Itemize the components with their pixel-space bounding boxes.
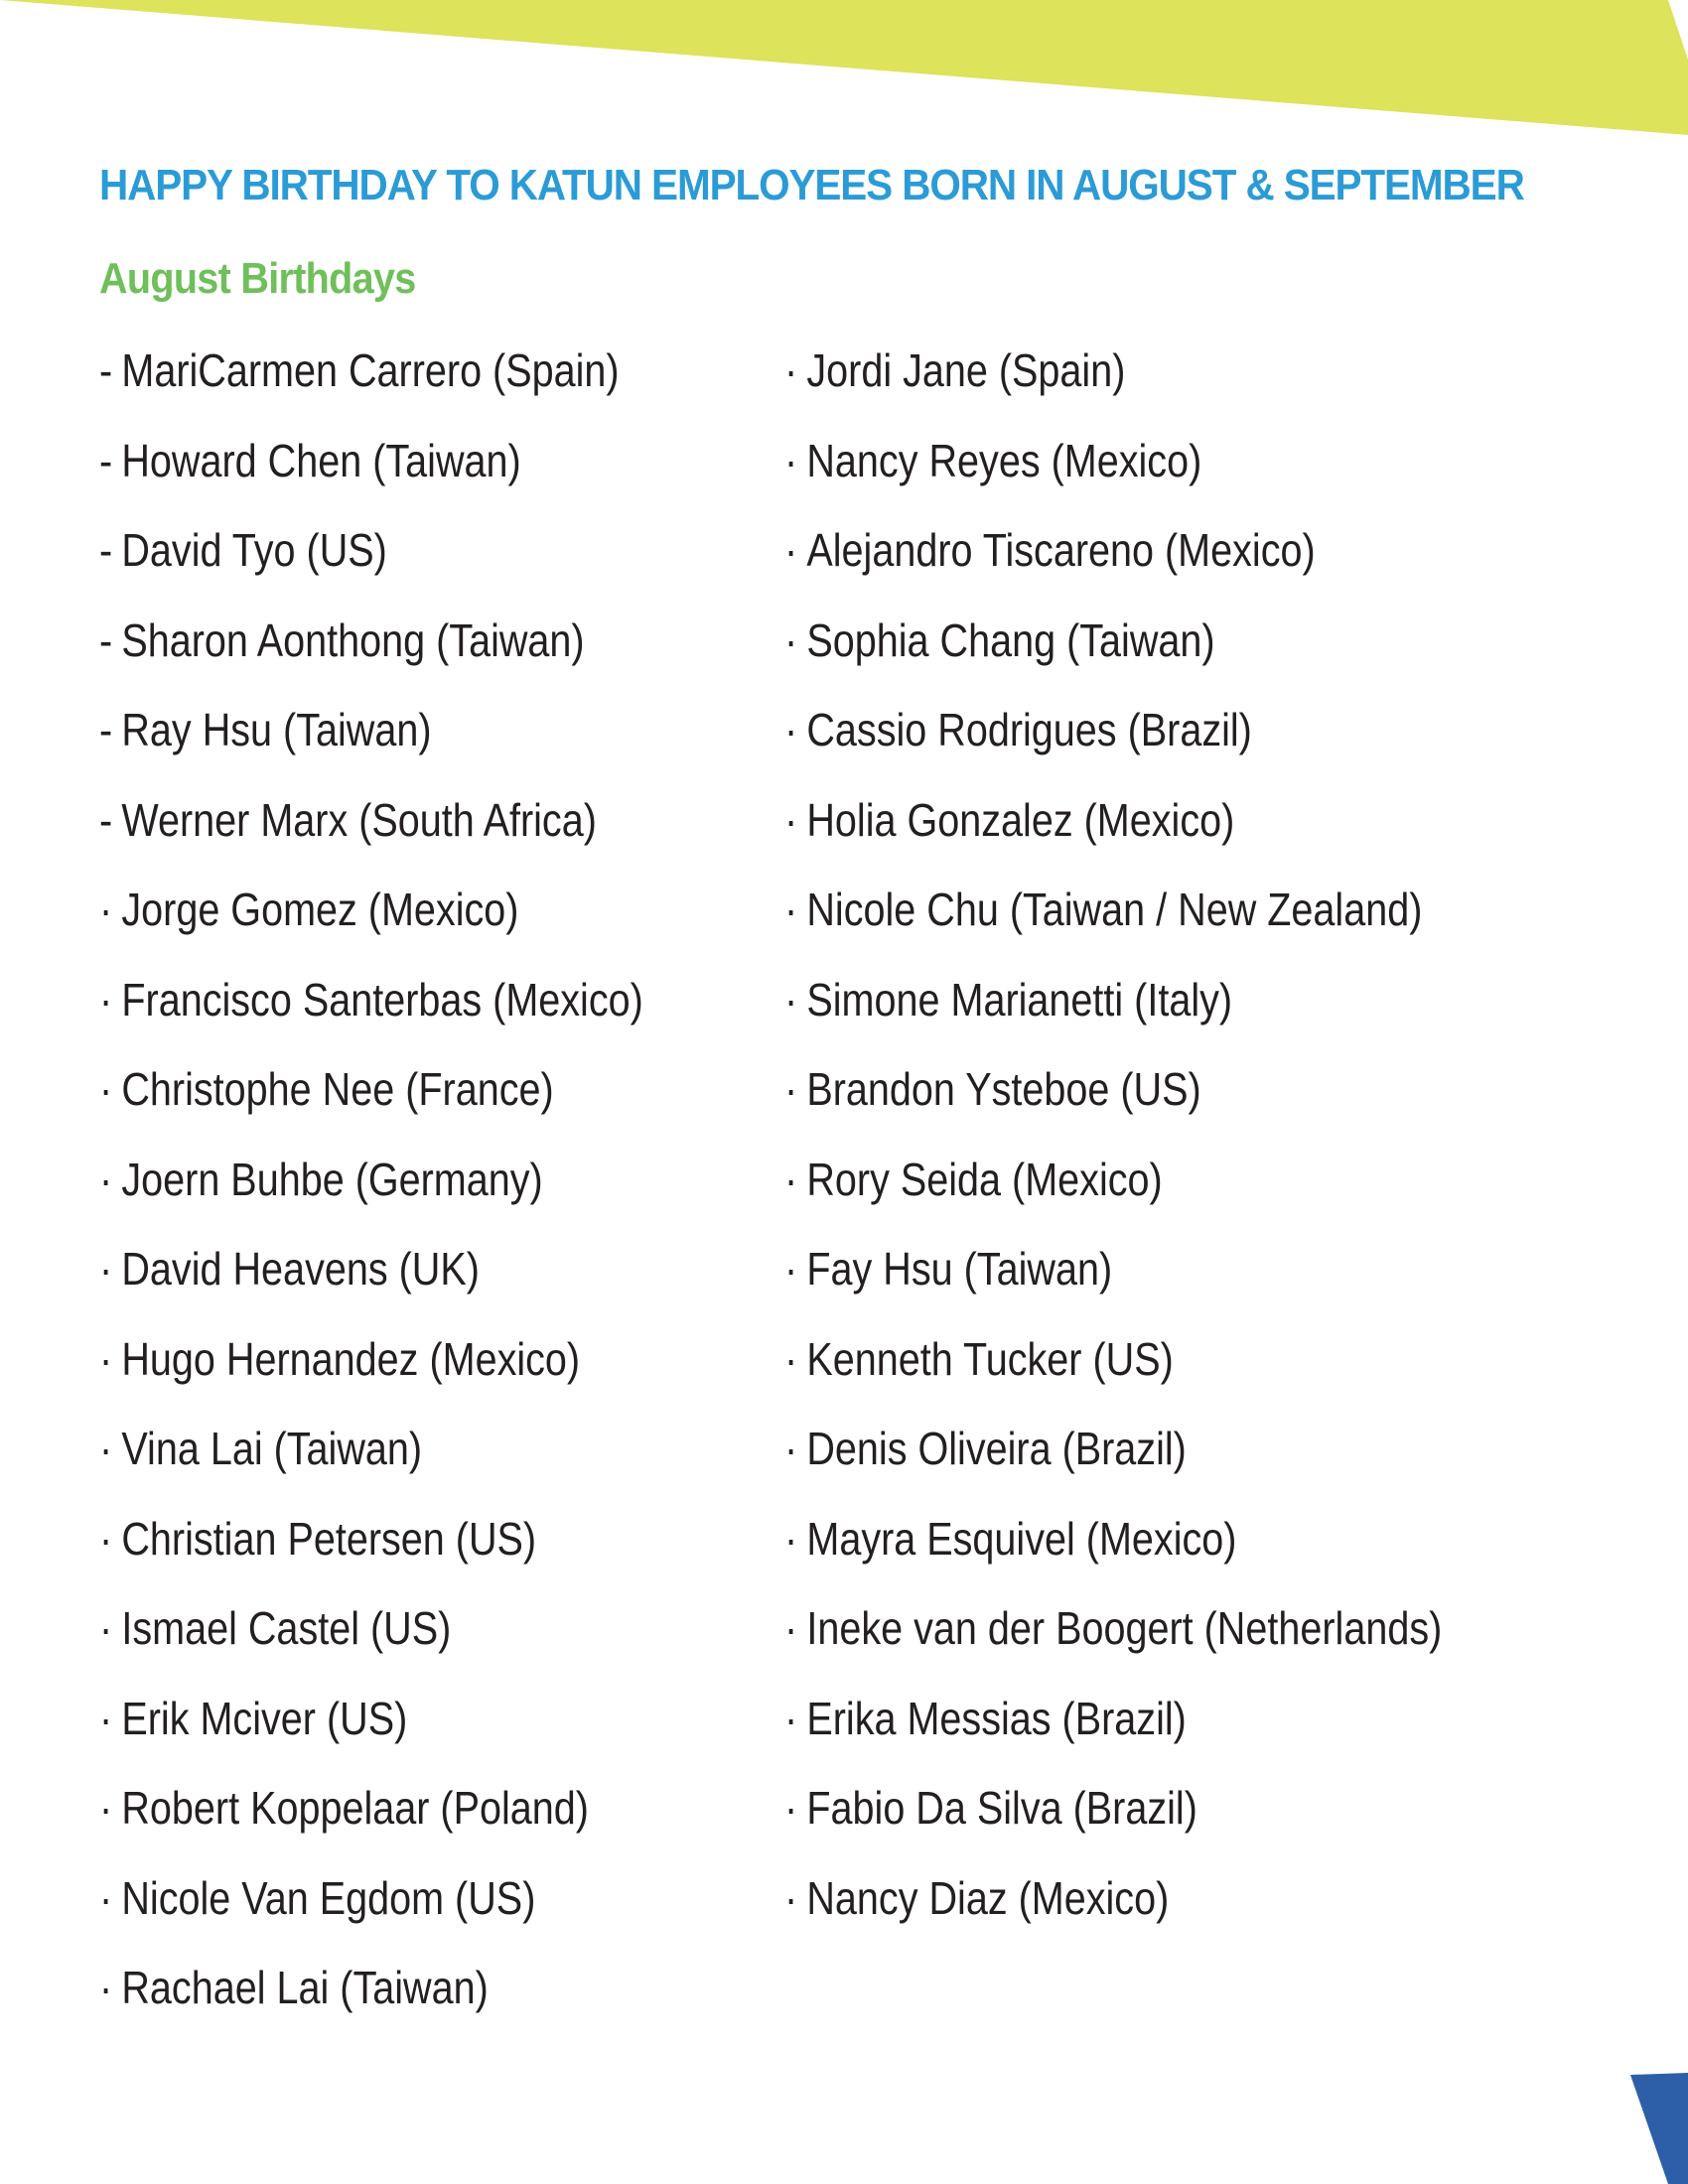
employee-name: Erika Messias (Brazil) (806, 1692, 1187, 1744)
birthday-list-item (784, 787, 1549, 878)
birthday-list-item (784, 967, 1549, 1057)
list-item-row (784, 338, 1125, 403)
list-bullet-marker: - (99, 704, 113, 755)
list-bullet-marker: · (784, 1602, 798, 1654)
employee-name: Ismael Castel (US) (121, 1602, 452, 1654)
birthday-list-item (99, 608, 732, 698)
list-item-row (784, 608, 1215, 673)
list-bullet-marker: · (784, 884, 798, 935)
birthday-list-item (784, 428, 1549, 518)
list-bullet-marker: · (99, 1332, 113, 1385)
employee-name: Werner Marx (South Africa) (121, 793, 597, 846)
birthday-list-item (784, 1865, 1549, 1956)
birthday-list-item (99, 1775, 732, 1865)
list-item-row (99, 697, 432, 762)
birthday-list-item (784, 1775, 1549, 1865)
list-item-row (784, 1686, 1187, 1751)
employee-name: Christophe Nee (France) (121, 1063, 554, 1115)
list-item-row (99, 608, 585, 673)
list-bullet-marker: · (784, 1332, 798, 1385)
birthday-list-item (99, 1865, 732, 1956)
list-bullet-marker: - (99, 344, 113, 396)
list-bullet-marker: · (784, 704, 798, 755)
employee-name: Robert Koppelaar (Poland) (121, 1782, 589, 1834)
list-item-row (99, 877, 518, 942)
employee-name: Brandon Ysteboe (US) (806, 1063, 1201, 1115)
list-item-row (99, 517, 387, 583)
list-item-row (784, 428, 1201, 493)
list-bullet-marker: · (99, 1153, 113, 1205)
employee-name: Nicole Chu (Taiwan / New Zealand) (806, 884, 1423, 935)
birthday-list-item (99, 1506, 732, 1596)
birthday-list-item (99, 1056, 732, 1147)
employee-name: Ray Hsu (Taiwan) (121, 704, 432, 755)
birthday-list-item (784, 697, 1549, 787)
employee-name: Fabio Da Silva (Brazil) (806, 1782, 1197, 1834)
list-bullet-marker: · (784, 1243, 798, 1295)
list-item-row (99, 428, 521, 493)
birthday-list-item (99, 1955, 732, 2045)
list-bullet-marker: · (99, 1243, 113, 1295)
employee-name: Erik Mciver (US) (121, 1692, 408, 1744)
employee-name: Holia Gonzalez (Mexico) (806, 793, 1235, 846)
list-item-row (784, 877, 1422, 942)
list-bullet-marker: · (99, 1692, 113, 1744)
list-item-row (99, 1955, 489, 2020)
employee-name: Jordi Jane (Spain) (806, 344, 1126, 396)
employee-name: Jorge Gomez (Mexico) (121, 884, 519, 935)
list-item-row (784, 1326, 1174, 1392)
list-item-row (784, 1147, 1163, 1212)
list-bullet-marker: · (784, 344, 798, 396)
list-bullet-marker: · (784, 1782, 798, 1834)
employee-name: Nancy Reyes (Mexico) (806, 434, 1202, 486)
birthday-list-item (784, 1147, 1549, 1237)
list-item-row (99, 1326, 580, 1392)
employee-name: Fay Hsu (Taiwan) (806, 1243, 1113, 1295)
list-item-row (99, 1506, 536, 1571)
list-item-row (784, 1506, 1236, 1571)
birthday-list-item (99, 1595, 732, 1686)
list-item-row (784, 1595, 1442, 1661)
list-bullet-marker: · (784, 1512, 798, 1565)
employee-name: Alejandro Tiscareno (Mexico) (806, 524, 1316, 576)
birthday-list-item (784, 517, 1549, 608)
list-item-row (784, 1775, 1197, 1841)
list-bullet-marker: · (99, 1782, 113, 1834)
employee-name: Denis Oliveira (Brazil) (806, 1423, 1187, 1474)
employee-name: David Tyo (US) (121, 524, 387, 576)
list-item-row (99, 1595, 451, 1661)
birthday-list-item (99, 338, 732, 428)
list-bullet-marker: · (99, 1962, 113, 2013)
birthday-list-item (784, 1686, 1549, 1776)
employee-name: Nicole Van Egdom (US) (121, 1871, 536, 1924)
list-bullet-marker: · (99, 973, 113, 1025)
list-item-row (784, 967, 1232, 1032)
list-bullet-marker: - (99, 793, 113, 846)
employee-name: Joern Buhbe (Germany) (121, 1153, 543, 1205)
birthday-list-item (99, 1416, 732, 1506)
list-bullet-marker: · (784, 524, 798, 576)
list-bullet-marker: · (784, 973, 798, 1025)
employee-name: Francisco Santerbas (Mexico) (121, 973, 643, 1025)
list-bullet-marker: · (784, 434, 798, 486)
birthday-list-item (99, 877, 732, 967)
employee-name: Rachael Lai (Taiwan) (121, 1962, 489, 2013)
birthday-list-item (99, 1147, 732, 1237)
list-item-row (99, 787, 597, 853)
list-item-row (784, 517, 1316, 583)
employee-name: Kenneth Tucker (US) (806, 1332, 1174, 1385)
list-item-row (99, 1775, 589, 1841)
list-item-row (784, 697, 1252, 762)
list-bullet-marker: · (99, 1063, 113, 1115)
birthday-list-item (784, 608, 1549, 698)
list-item-row (99, 1236, 480, 1301)
employee-name: Howard Chen (Taiwan) (121, 434, 521, 486)
list-item-row (784, 1865, 1169, 1931)
list-item-row (99, 967, 643, 1032)
list-item-row (99, 1416, 422, 1481)
list-item-row (784, 1236, 1112, 1301)
employee-name: Cassio Rodrigues (Brazil) (806, 704, 1252, 755)
list-bullet-marker: · (99, 1512, 113, 1565)
employee-name: Vina Lai (Taiwan) (121, 1423, 423, 1474)
list-bullet-marker: · (784, 1153, 798, 1205)
list-item-row (784, 1416, 1187, 1481)
birthday-list-item (784, 1326, 1549, 1417)
birthday-list-item (99, 428, 732, 518)
list-item-row (99, 1147, 543, 1212)
list-bullet-marker: - (99, 614, 113, 666)
birthday-list-item (99, 967, 732, 1057)
birthday-list-item (99, 1236, 732, 1326)
birthday-list-left (99, 338, 732, 2045)
birthday-list-item (784, 1056, 1549, 1147)
top-band-shape (0, 0, 1688, 135)
list-bullet-marker: - (99, 524, 113, 576)
corner-decorative-shape (1628, 2025, 1688, 2184)
employee-name: Christian Petersen (US) (121, 1512, 537, 1565)
list-bullet-marker: - (99, 434, 113, 486)
employee-name: Sophia Chang (Taiwan) (806, 614, 1215, 666)
employee-name: Nancy Diaz (Mexico) (806, 1871, 1170, 1924)
employee-name: Simone Marianetti (Italy) (806, 973, 1233, 1025)
birthday-list-right (784, 338, 1549, 1955)
list-bullet-marker: · (99, 1871, 113, 1924)
list-item-row (784, 787, 1234, 853)
birthday-list-item (99, 697, 732, 787)
list-bullet-marker: · (784, 1063, 798, 1115)
birthday-list-item (99, 1326, 732, 1417)
list-bullet-marker: · (99, 884, 113, 935)
birthday-list-item (99, 1686, 732, 1776)
section-heading-august: August Birthdays (99, 254, 416, 303)
birthday-list-item (784, 1236, 1549, 1326)
birthday-list-item (784, 1595, 1549, 1686)
list-bullet-marker: · (784, 793, 798, 846)
list-item-row (784, 1056, 1201, 1122)
employee-name: Rory Seida (Mexico) (806, 1153, 1163, 1205)
list-item-row (99, 1056, 554, 1122)
employee-name: MariCarmen Carrero (Spain) (121, 344, 620, 396)
top-decorative-band (0, 0, 1688, 139)
employee-name: Ineke van der Boogert (Netherlands) (806, 1602, 1443, 1654)
birthday-list-item (99, 787, 732, 878)
list-item-row (99, 338, 620, 403)
list-item-row (99, 1865, 535, 1931)
employee-name: Hugo Hernandez (Mexico) (121, 1332, 581, 1385)
birthday-list-item (784, 338, 1549, 428)
employee-name: Mayra Esquivel (Mexico) (806, 1512, 1237, 1565)
employee-name: David Heavens (UK) (121, 1243, 480, 1295)
birthday-list-item (99, 517, 732, 608)
list-item-row (99, 1686, 407, 1751)
page-title: HAPPY BIRTHDAY TO KATUN EMPLOYEES BORN IN AUGUST & SEPTEMBER (99, 161, 1524, 209)
list-bullet-marker: · (784, 1423, 798, 1474)
birthday-list-item (784, 1416, 1549, 1506)
birthday-list-item (784, 1506, 1549, 1596)
list-bullet-marker: · (784, 1871, 798, 1924)
list-bullet-marker: · (99, 1602, 113, 1654)
employee-name: Sharon Aonthong (Taiwan) (121, 614, 585, 666)
list-bullet-marker: · (784, 614, 798, 666)
corner-shape-polygon (1630, 2073, 1688, 2184)
list-bullet-marker: · (99, 1423, 113, 1474)
birthday-list-item (784, 877, 1549, 967)
list-bullet-marker: · (784, 1692, 798, 1744)
